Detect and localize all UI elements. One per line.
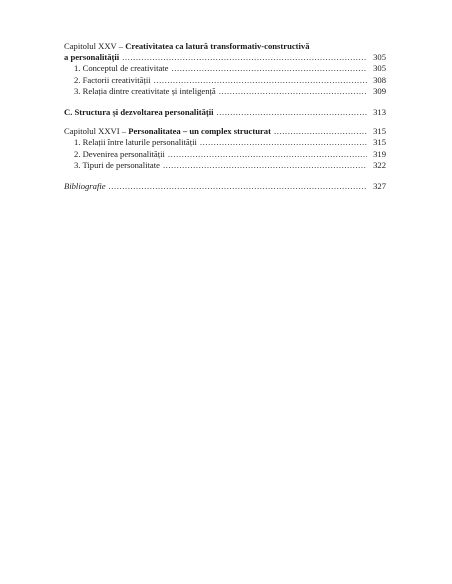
bibliography-page: 327 [373, 181, 386, 192]
chapter-25-title: Creativitatea ca latură transformativ-constructivă [125, 41, 310, 51]
entry-label: 1. Conceptul de creativitate [74, 63, 169, 74]
dot-leader [168, 149, 367, 160]
chapter-25-title-line [64, 41, 386, 52]
toc-entry [64, 75, 386, 86]
entry-page: 309 [373, 85, 386, 96]
dot-leader [163, 160, 367, 171]
entry-page: 322 [373, 159, 386, 170]
bibliography-label: Bibliografie [64, 181, 106, 192]
entry-label: 2. Factorii creativității [74, 74, 151, 85]
dot-leader [172, 63, 368, 74]
toc-entry [64, 137, 386, 148]
dot-leader [217, 107, 368, 118]
dot-leader [200, 137, 367, 148]
entry-page: 315 [373, 137, 386, 148]
bibliography-entry [64, 181, 386, 192]
entry-page: 319 [373, 148, 386, 159]
spacer [64, 118, 386, 126]
entry-label: 1. Relații între laturile personalității [74, 137, 197, 148]
chapter-25-entry [64, 52, 386, 63]
chapter-26-prefix: Capitolul XXVI – [64, 126, 129, 137]
dot-leader [109, 181, 367, 192]
section-c-entry [64, 107, 386, 118]
table-of-contents [64, 41, 386, 192]
chapter-25-title-cont: a personalității [64, 52, 120, 63]
entry-label: 2. Devenirea personalității [74, 148, 165, 159]
dot-leader [122, 52, 367, 63]
dot-leader [274, 126, 367, 137]
dot-leader [154, 75, 367, 86]
toc-entry [64, 149, 386, 160]
section-c-page: 313 [373, 107, 386, 118]
chapter-26-title: Personalitatea – un complex structurat [128, 126, 271, 137]
spacer [64, 171, 386, 181]
entry-label: 3. Tipuri de personalitate [74, 159, 160, 170]
chapter-26-page: 315 [373, 126, 386, 137]
dot-leader [219, 86, 367, 97]
toc-entry [64, 160, 386, 171]
entry-page: 305 [373, 63, 386, 74]
toc-entry [64, 86, 386, 97]
spacer [64, 97, 386, 107]
chapter-25-page: 305 [373, 52, 386, 63]
chapter-26-entry [64, 126, 386, 137]
toc-entry [64, 63, 386, 74]
chapter-25-prefix: Capitolul XXV – [64, 41, 126, 51]
chapter-26-heading [64, 126, 271, 137]
entry-label: 3. Relația dintre creativitate și inteligență [74, 85, 216, 96]
entry-page: 308 [373, 74, 386, 85]
section-c-label: C. Structura și dezvoltarea personalității [64, 107, 214, 118]
